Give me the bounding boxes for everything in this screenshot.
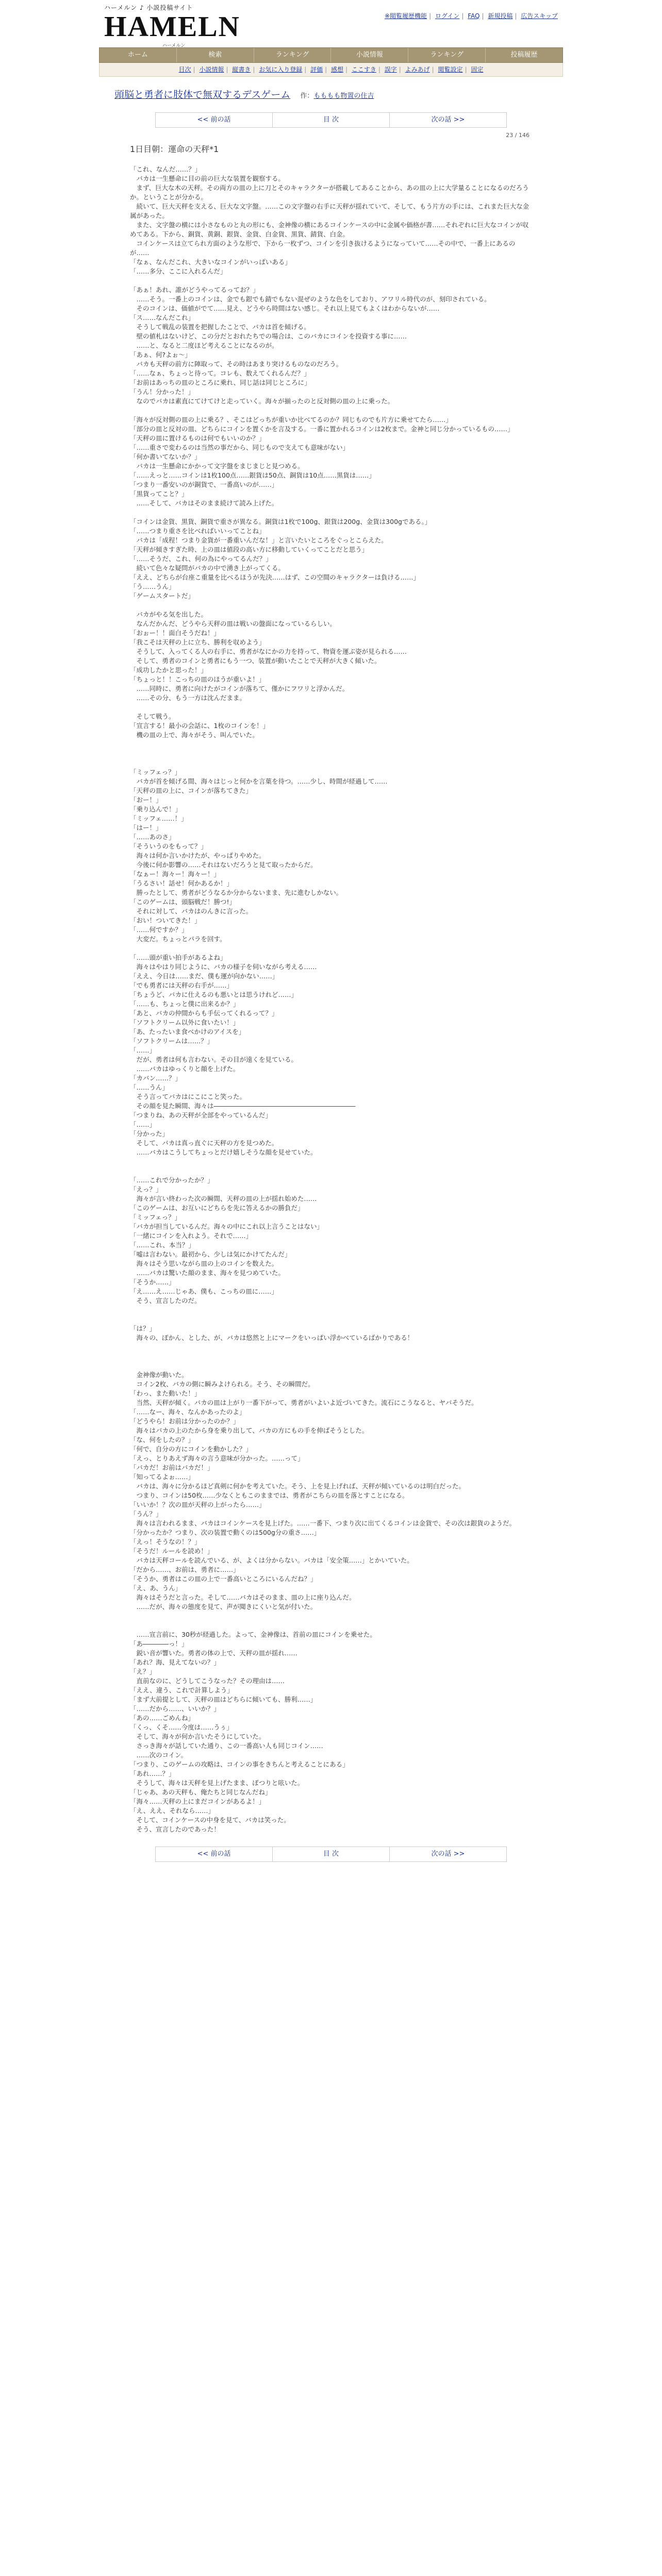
story-line: 当然、天秤が傾く。バカの皿は上がり一番下がって、勇者がいよいよ近づいてきた。流石にこうなると、ヤバそうだ。 [130,1399,478,1406]
story-line: 「何で、自分の方にコインを動かした？」 [130,1445,252,1453]
nav-post-history[interactable]: 投稿履歴 [510,51,538,59]
logo-text: HAMELN [104,11,240,43]
story-line: バカは「成程！つまり金貨が一番重いんだな！」と言いたいところをぐっとこらえた。 [130,536,388,544]
story-line: 「……多分、ここに入れるんだ」 [130,267,227,275]
prev-episode-button[interactable]: << 前の話 [156,113,273,127]
story-line: ……そう。一番上のコインは、金でも銀でも錆でもない混ぜのような色をしており、アワリル時代のが、刻印されている。 [130,295,491,303]
story-line [130,276,532,285]
toc-button[interactable]: 目 次 [273,113,390,127]
story-line: ……次のコイン。 [130,1751,188,1759]
story-line: 「まず大前提として、天秤の皿はどちらに傾いても、勝利……」 [130,1696,317,1703]
subnav-comments[interactable]: 感想 [330,66,343,73]
story-line: 「あと、バカの仲間からも手伝ってくれるって？」 [130,1009,278,1017]
logo-subtitle: ハーメルン ♪ 小説投稿サイト [104,4,193,11]
story-line: そうして、海々は天秤を見上げたまま、ぽつりと呟いた。 [130,1779,304,1787]
story-line: そして、海々が何か言いたそうにしていた。 [130,1733,266,1740]
story-line: 「そうだ！ルールを読め！」 [130,1547,214,1555]
story-line [130,749,532,758]
subnav-read-aloud[interactable]: よみあげ [405,66,430,73]
story-line: 「……これ、本当？」 [130,1241,195,1249]
story-line: 「天秤の皿の上に、コインが落ちてきた」 [130,787,253,794]
top-link-new-post[interactable]: 新規投稿 [488,12,513,20]
author-link[interactable]: もももも物置の住吉 [313,92,374,100]
story-line: 「何か書いてないか？」 [130,453,201,461]
story-line: 「そうか……」 [130,1278,175,1286]
story-line: 「このゲームは、お互いにどちらを先に答えるかの勝負だ」 [130,1204,304,1212]
logo-caption: ハーメルン [162,43,186,48]
story-line: 「分かったか？つまり、次の装置で動くのは500g分の重さ……」 [130,1529,321,1536]
story-line: ……宣言前に、30秒が経過した。よって、金神像は、首前の皿にコインを乗せた。 [130,1631,376,1638]
top-link-login[interactable]: ログイン [435,12,460,20]
story-line: 「……つまり重さを比べればいいってことね」 [130,527,266,535]
story-line: その顔を見た瞬間、海々は―――――――――――――――――――――― [130,1102,356,1110]
author-prefix: 作： [300,92,314,100]
page [99,0,563,1883]
story-line: 「え、あ、うん」 [130,1584,182,1592]
novel-title[interactable]: 頭脳と勇者に肢体で無双するデスゲーム [114,89,291,100]
story-line: そう、宣言したのだ。 [130,1297,201,1304]
nav-ranking[interactable]: ランキング [254,48,332,62]
story-line: そうして、入ってくる人の右手に、勇者がなにかの力を持って、物資を運ぶ姿が見られる…… [130,648,407,655]
story-line [130,1315,532,1324]
subnav-vertical[interactable]: 縦書き [232,66,251,73]
story-line: 「うるさい！話せ！何かあるか！」 [130,879,234,887]
story-line [130,1612,532,1621]
novel-subnav: 目次 | 小説情報 | 縦書き | お気に入り登録 | 評価 | 感想 | ここすき | 誤字 | よみあげ | 閲覧設定 | 固定 [99,63,563,77]
story-line: 「いいか！？次の皿が天秤の上がったら……」 [130,1501,266,1509]
story-line: 「……なー、海々、なんかあったのよ」 [130,1408,246,1416]
site-header [99,0,563,47]
story-line: だが、勇者は何も言わない。その目が遠くを見ている。 [130,1056,298,1063]
story-line: 「……これで分かったか？」 [130,1176,214,1184]
story-line: 海々の、ぽかん、とした、が、バカは悠然と上にマークをいっぱい浮かべているばかりである！ [130,1334,414,1342]
subnav-pin[interactable]: 固定 [471,66,484,73]
nav-search[interactable]: 検索 [177,48,254,62]
story-line: また、文字盤の横には小さなものと丸の形にも、金神像の横にあるコインケースの中に金属や価格が書……それぞれに巨大なコインが収めてある。下から、銅貨、黄銅、銀貨、金貨、白金貨、黒貨、錆貨、白金。 [130,221,529,238]
story-line: 「えっ？」 [130,1185,162,1193]
subnav-favorite[interactable]: お気に入り登録 [259,66,303,73]
story-line: 「そういうのをもって？」 [130,842,208,850]
story-line: 「えっ！そうなの！？」 [130,1538,201,1546]
story-line: バカが首を傾げる間、海々はじっと何かを言葉を待つ。……少し、時間が経過して…… [130,777,388,785]
story-line: 「……うん」 [130,1083,169,1091]
story-line: 「ええ、違う、これで計算しよう」 [130,1686,234,1694]
story-line: 「ミッフェ……！」 [130,815,188,822]
nav-ranking-2[interactable]: ランキング [408,48,486,62]
story-line: 「ちょっと！！こっちの皿のほうが重いよ！」 [130,675,266,683]
story-line: 「コインは金貨、黒貨、銅貨で重さが異なる。銅貨は1枚で100g、銀貨は200g、金貨は300gである。」 [130,518,432,526]
main-nav [99,47,563,63]
story-text [130,165,532,1834]
story-line: 「……も、ちょっと僕に出来るか？」 [130,1000,240,1008]
story-line: 「ミッフェっ？」 [130,768,181,776]
story-line [130,508,532,517]
story-line: 「……あのさ」 [130,833,175,841]
story-line: 「……えっと……コインは1枚100点……銀貨は50点、銅貨は10点……黒貨は……」 [130,471,375,479]
story-line: そのコインは、価値がでて……見え、どうやら時間はない感じ。それ以上見てもよくはわからないが…… [130,304,440,312]
story-line: 続いて色々な疑問がバカの中で湧き上がってくる。 [130,564,285,572]
story-line: 「ゲームスタートだ」 [130,592,195,600]
top-link-history[interactable]: ※閲覧履歴機能 [385,12,427,20]
story-line: 「ソフトクリーム以外に食いたい！」 [130,1019,240,1026]
story-line: 「成功したかと思った！」 [130,666,208,674]
story-line [130,1352,532,1361]
story-line: 勝ったとして、勇者がどうなるか分からないまま、先に進むしかない。 [130,889,343,896]
story-line: 「そうか、勇者はこの皿の上で一番高いところにいるんだね？」 [130,1575,317,1583]
story-line: そう言ってバカはにこにこと笑った。 [130,1093,246,1100]
story-line: そして戦う。 [130,713,175,720]
story-line: 「……なぁ、ちょっと待って。コレも、数えてくれるんだ？」 [130,369,310,377]
story-line: 「……だから……、いいか？」 [130,1705,221,1713]
story-line [130,601,532,610]
story-line: 「……そうだ、これ、何の為にやってるんだ？」 [130,555,272,563]
top-link-faq[interactable]: FAQ [468,12,480,20]
story-line: ……と、なると二度ほど考えることになるのが。 [130,342,278,349]
story-line: 「おい！ついてきた！」 [130,917,201,924]
story-line: 壁の値札はないけど、この分だとおれたちでの場合は、このバカにコインを投資する事に…… [130,332,407,340]
story-line [130,1361,532,1370]
story-line: 「え、ええ、それなら……」 [130,1807,215,1815]
subnav-kokosuki[interactable]: ここすき [351,66,376,73]
story-line: 「ミッフェっ？」 [130,1213,181,1221]
story-line [130,1157,532,1166]
subnav-view-settings[interactable]: 閲覧設定 [438,66,463,73]
story-line: ……バカは驚いた顔のまま、海々を見つめていた。 [130,1269,285,1277]
story-line: 「つまり一番安いのが銅貨で、一番高いのが……」 [130,481,278,488]
story-line: 「……」 [130,1046,156,1054]
story-line: 「おー！」 [130,796,162,804]
story-line: 「……何ですか？」 [130,926,188,934]
story-line: ……だが、海々の態度を見て、声が聞きにくいと気が付いた。 [130,1603,317,1611]
story-line: 「……重さで変わるのは当然の事だから、同じもので支えても意味がない」 [130,444,350,451]
story-line: 「嘘は言わない。最初から、少しは気にかけてたんだ」 [130,1250,291,1258]
story-line: 「だから……、お前は、勇者に……」 [130,1566,240,1573]
toc-button-bottom[interactable]: 目 次 [273,1847,390,1861]
story-line: 「天秤が傾きすぎた時、上の皿は値段の高い方に移動していくってことだと思う」 [130,546,369,553]
story-line: そして、勇者のコインと勇者にもう一つ、装置が動いたことで天秤が大きく傾いた。 [130,657,381,665]
story-line: つまり、コインは50枚……少なくともこのままでは、勇者がこちらの皿を落とすことになる。 [130,1492,409,1499]
story-line: 続いて、巨大天秤を支える、巨大な文字盤。……この文字盤の右手に天秤が揺れていて、そして、もう片方の手には、これまた巨大な金属があった。 [130,202,529,219]
story-line: まず、巨大な木の天秤。その両方の皿の上に刀とそのキャラクターが搭載してあることから、あの皿の上に大学量ることになるのだろうか。ということが分かる。 [130,184,529,201]
story-line: 「あれ？海、見えてないの？」 [130,1658,221,1666]
next-episode-button-bottom[interactable]: 次の話 >> [431,1850,465,1858]
story-line: 海々は言われるまま、バカはコインケースを見上げた。……一番下、つまり次に出てくるコインは金貨で、その次は銀貨のようだ。 [130,1519,516,1527]
story-line: 「バカが担当しているんだ。海々の中にこれ以上言うことはない」 [130,1223,324,1230]
story-line: 「ス……なんだこれ」 [130,314,195,321]
nav-novel-info[interactable]: 小説情報 [331,48,408,62]
story-line: バカは一生懸命に目の前の巨大な装置を観察する。 [130,175,285,182]
story-line: バカは天秤コールを読んでいる、が、よくは分からない。バカは「安全策……」とかいていた。 [130,1556,413,1564]
story-line: 「このゲームは、頭脳戦だ！勝つ!」 [130,898,236,906]
story-line: 鋭い音が響いた。勇者の体の上で、天秤の皿が揺れ…… [130,1649,297,1657]
story-line: 今後に何か影響の……それはないだろうと見て取ったからだ。 [130,861,317,869]
subnav-typo[interactable]: 誤字 [384,66,397,73]
story-line: 「なぁー！海々ー！海々ー！」 [130,870,221,878]
top-link-ad-skip[interactable]: 広告スキップ [521,12,558,20]
story-line: ……その分、もう一方は沈んだまま。 [130,694,246,702]
prev-episode-button-bottom[interactable]: << 前の話 [156,1847,273,1861]
novel-header [99,77,563,105]
story-line: 「あぁ、何?よぉ～」 [130,351,192,359]
story-line: 「は？」 [130,1325,156,1332]
story-line: 「ええ、今日は……まだ、僕も運が向かない……」 [130,972,279,980]
story-line: 「海々……天秤の上にまだコインがあるよ！」 [130,1798,266,1805]
story-line: バカも天秤の前方に陣取って、その時はあまり突けるものなのだろう。 [130,360,343,368]
episode-count: 23 / 146 [506,132,529,139]
story-line: 「あ、たったいま食べかけのアイスを」 [130,1028,245,1036]
story-line: 「なぁ、なんだこれ、大きいなコインがいっぱいある」 [130,258,291,266]
subnav-rate[interactable]: 評価 [310,66,323,73]
story-line: 「う……うん」 [130,583,175,590]
story-line: 「……頭が重い拍手があるよね」 [130,954,227,961]
story-line: 「天秤の皿に置けるものは何でもいいのか？」 [130,434,266,442]
story-line: 「部分の皿と反対の皿、どちらにコインを置くかを言及する。一番に置かれるコインは2枚まで。金神と同じ分かっているもの……」 [130,425,514,433]
story-line: 「あの……ごめんね」 [130,1714,195,1722]
story-line: 「な、何をしたの？」 [130,1436,195,1444]
novel-author [300,92,374,100]
story-line: 「どうやら！お前は分かったのか？」 [130,1417,240,1425]
story-line: 「乗り込んで！」 [130,805,182,813]
nav-home[interactable]: ホーム [100,48,177,62]
story-line: 「我こそは天秤の上に立ち、勝利を収めよう」 [130,638,266,646]
story-line [130,1343,532,1352]
story-line: 「くっ、くそ……今度は……うぅ」 [130,1723,233,1731]
story-line: コインケースは立てられ方面のような形で、下から一枚ずつ、コインを引き抜けるようになっていて……その中で、一番上にあるのが…… [130,240,516,257]
story-line: 「ソフトクリームは……？」 [130,1037,214,1045]
story-line: 「つまり、このゲームの攻略は、コインの事をきちんと考えることにある」 [130,1760,349,1768]
story-line: ……同時に、勇者に向けたがコインが落ちて、僅かにフワリと浮かんだ。 [130,685,349,692]
subnav-toc[interactable]: 目次 [178,66,191,73]
story-line: 「これ、なんだ……？」 [130,165,202,173]
story-line: 「ちょうど、バカに仕えるのも悪いとは思うけれど……」 [130,991,298,998]
story-line: 海々が言い終わった次の瞬間、天秤の皿の上が揺れ始めた…… [130,1195,317,1202]
story-line: 「バカだ！お前はバカだ！」 [130,1464,214,1471]
story-line [130,740,532,749]
story-line: 「あ――――っ！」 [130,1640,188,1648]
story-line: 「分かった」 [130,1130,169,1138]
story-line: 「はー！」 [130,824,162,832]
story-line: ……バカはこうしてちょっとだけ嬉しそうな顔を見せていた。 [130,1148,317,1156]
top-links: ※閲覧履歴機能 | ログイン | FAQ | 新規投稿 | 広告スキップ [385,12,558,20]
story-line: それに対して、バカはのんきに言った。 [130,907,253,915]
story-line: 「ええ、どちらが台座こ重量を比べるほうが先決……はず、この空間のキャラクターは負ける……」 [130,573,420,581]
story-line: 「カバン……？」 [130,1074,182,1082]
story-line: なんだかんだ、どうやら天秤の皿は戦いの盤面になっているらしい。 [130,620,337,628]
story-line: 海々はバカの上のたから身を乗り出して、バカの方にもの手を伸ばそうとした。 [130,1427,369,1434]
story-line: そして、バカは真っ直ぐに天秤の方を見つめた。 [130,1139,278,1147]
story-line: 機の皿の上で、海々がそう、叫んでいた。 [130,731,259,739]
site-logo[interactable] [104,3,240,48]
episode-pager-top [155,112,507,128]
story-line: なのでバカは素直にてけてけと走っていく。海々が揃ったのと反対側の皿の上に乗った。 [130,397,394,405]
story-line: 「わっ、また動いた！」 [130,1389,201,1397]
story-line: 「じゃあ、あの天秤も、俺たちと同じなんだね」 [130,1788,272,1796]
episode-pager-bottom [155,1846,507,1862]
story-line: ……バカはゆっくりと顔を上げた。 [130,1065,240,1073]
story-line [130,703,532,712]
story-line: 「お前はあっちの皿のところに乗れ、同じ話は同じところに」 [130,379,311,386]
story-line: 直前なのに、どうしてこうなった？その理由は…… [130,1677,285,1685]
story-line [130,406,532,415]
story-line: 「うん？」 [130,1510,162,1518]
story-line: 「うん！分かった！」 [130,388,195,396]
story-line: 「宣言する！最小の会話に、1枚のコインを！」 [130,722,270,730]
story-line: 「海々が反対側の皿の上に乗る？、そこはどっちが重いか比べてるのか？同じものでも片方に乗せてたら……」 [130,416,452,423]
story-line: そう、宣言したのであった！ [130,1825,220,1833]
story-line [130,758,532,768]
story-line [130,1621,532,1630]
story-line [130,1166,532,1176]
story-line: 海々はやはり同じように、バカの様子を伺いながら考える…… [130,963,317,971]
story-line [130,1306,532,1315]
story-line: 「知ってるよぉ……」 [130,1473,195,1481]
story-line: 海々は何か言いかけたが、やっぱりやめた。 [130,852,266,859]
story-line: 大変だ。ちょっとパラを回す。 [130,935,226,943]
story-line: バカは一生懸命にかかって文字盤をまじまじと見つめる。 [130,462,304,470]
story-line: さっき海々が話していた通り、この一番高い人も同じコイン…… [130,1742,323,1750]
story-line: そして、コインケースの中身を見て、バカは笑った。 [130,1816,290,1824]
episode-title: 1日目朝：運命の天秤*1 [130,144,219,154]
story-line: そうして戦乱の装置を把握したことで、バカは首を傾げる。 [130,323,310,331]
story-line: 海々はそう思いながら皿の上のコインを数えた。 [130,1260,278,1267]
story-line: 「あぁ！あれ、誰がどうやってるってお？」 [130,286,259,294]
story-line: バカがやる気を出した。 [130,611,208,618]
story-line: バカは、海々に分かるほど真剣に何かを考えていた。そう、上を見上げれば、天秤が傾いているのは明白だった。 [130,1482,466,1490]
story-line: 海々はそうだと言った。そして……バカはそのまま、皿の上に座り込んだ。 [130,1594,356,1601]
story-line: 「えっ、とりあえず海々の言う意味が分かった。……って」 [130,1454,304,1462]
story-line: 「……」 [130,1121,156,1128]
story-line: 「でも勇者には天秤の右手が……」 [130,981,234,989]
story-line: ……そして、バカはそのまま続けて読み上げた。 [130,499,278,507]
subnav-novel-info[interactable]: 小説情報 [199,66,224,73]
story-line: 「一緒にコインを入れよう。それで……」 [130,1232,253,1240]
story-line: 金神像が動いた。 [130,1371,188,1379]
story-line: 「黒貨ってこと？」 [130,490,188,498]
story-line: 「あれ……？」 [130,1770,175,1777]
story-line: 「え？」 [130,1668,156,1675]
story-line: コイン2枚、バカの側に瞬みよけられる。そう、その瞬間だ。 [130,1380,315,1388]
story-line [130,944,532,953]
story-line: 「つまりね、あの天秤が全部をやっているんだ」 [130,1111,272,1119]
story-line: 「おぉー！！面白そうだね！」 [130,629,221,637]
next-episode-button[interactable]: 次の話 >> [431,116,465,124]
story-line: 「え……え……じゃあ、僕も、こっちの皿に……」 [130,1287,278,1295]
